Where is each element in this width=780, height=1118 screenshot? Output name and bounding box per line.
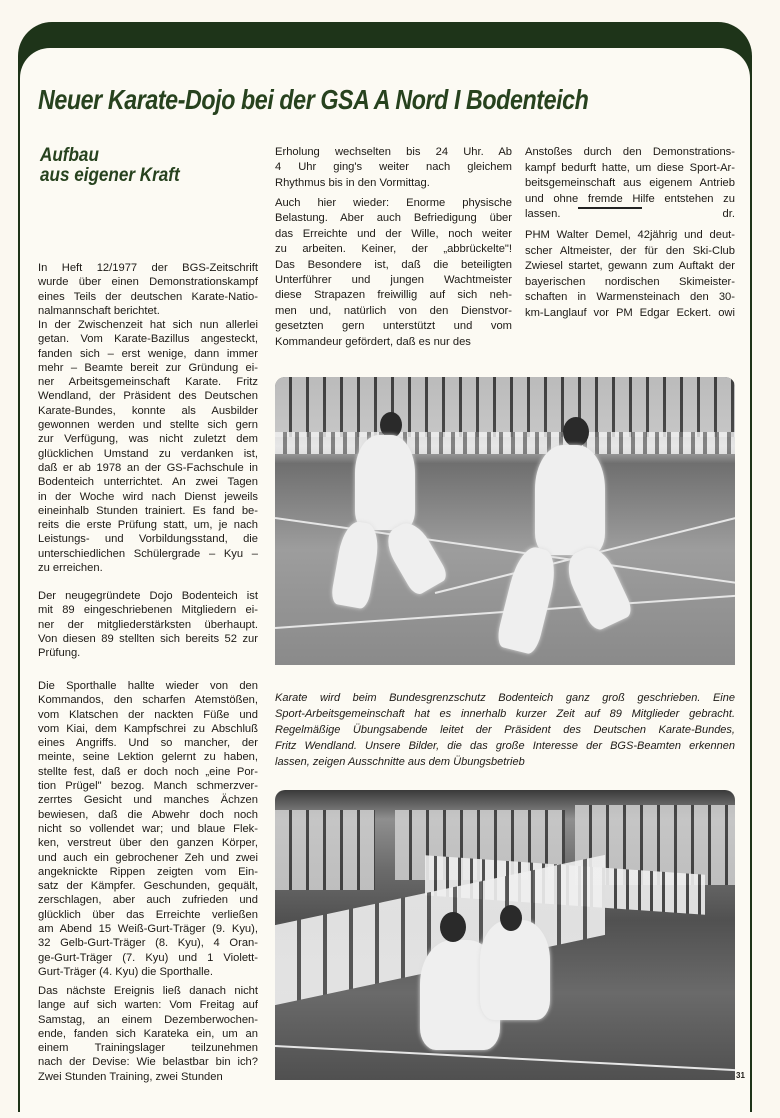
text-line: wurde über einen Demonstrationskampf bbox=[38, 276, 258, 289]
text-line: vom Klatschen der nackten Füße und bbox=[38, 708, 258, 721]
text-line: Zwiesel startet, gewann zum Auftakt der bbox=[525, 260, 735, 273]
text-line: bewiesen, daß die Abwehr doch noch bbox=[38, 808, 258, 821]
text-line: ken, verstreut über den ganzen Körper, bbox=[38, 837, 258, 850]
text-line: zu erreichen. bbox=[38, 562, 103, 575]
text-line: am Abend 15 Weiß-Gurt-Träger (9. Kyu), bbox=[38, 923, 258, 936]
text-line: nalmannschaft berichtet. bbox=[38, 304, 160, 317]
text-line: Leistungs- und Vorbildungsstand, die bbox=[38, 533, 258, 546]
text-line: Auch hier wieder: Enorme physische bbox=[275, 197, 512, 209]
text-line: Bodenteich unterrichtet. An zwei Tagen bbox=[38, 476, 258, 489]
text-line: glücklichen Umstand zu verdanken ist, bbox=[38, 447, 258, 460]
paragraph bbox=[525, 228, 735, 322]
paragraph bbox=[38, 261, 258, 318]
caption-line: Sport-Arbeitsgemeinschaft hat es innerhalb kurzer Zeit auf 89 Mitglieder gebracht. bbox=[275, 708, 735, 720]
caption-line: Regelmäßige Übungsabende leitet der Präsident des Deutschen Karate-Bundes, bbox=[275, 724, 735, 736]
caption-line: Karate wird beim Bundesgrenzschutz Bodenteich ganz groß geschrieben. Eine bbox=[275, 692, 735, 704]
text-line: Rhythmus bis in den Vormittag. bbox=[275, 176, 430, 189]
subtitle-line: aus eigener Kraft bbox=[40, 165, 180, 186]
text-line: stellte fest, daß er doch noch „eine Por- bbox=[38, 765, 258, 778]
text-line: PHM Walter Demel, 42jährig und deut- bbox=[525, 229, 735, 241]
text-line: kampf bedurft hatte, um diese Sport-Ar- bbox=[525, 161, 735, 174]
text-line: Kommandos, den scharfen Atemstößen, bbox=[38, 694, 258, 707]
page-number: 31 bbox=[736, 1071, 745, 1080]
text-line: nach der Devise: Wie belastbar bin ich? bbox=[38, 1056, 258, 1069]
text-line: Kommandeur gefördert, daß es nur des bbox=[275, 335, 471, 348]
paragraph bbox=[525, 145, 735, 223]
paragraph bbox=[275, 196, 512, 350]
text-line: nicht so vollendet war; und blaue Flek- bbox=[38, 822, 258, 835]
text-line: in der Woche wird nach Dienst jeweils bbox=[38, 490, 258, 503]
text-line: Anstoßes durch den Demonstrations- bbox=[525, 146, 735, 158]
caption-line: Fritz Wendland. Unsere Bilder, die das große Interesse der BGS-Beamten erkennen bbox=[275, 740, 735, 752]
text-line: meinte, seine Lektion gelernt zu haben, bbox=[38, 751, 258, 764]
text-fragment: lassen. bbox=[525, 208, 561, 221]
text-line: daß er ab 1978 an der GS-Fachschule in bbox=[38, 461, 258, 474]
text-line: 32 Gelb-Gurt-Träger (8. Kyu), 4 Oran- bbox=[38, 937, 258, 950]
text-line: unterschiedlichen Schülergrade – Kyu – bbox=[38, 547, 258, 560]
subtitle-line: Aufbau bbox=[40, 145, 99, 166]
text-line: Samstag, an einem Dezemberwochen- bbox=[38, 1013, 258, 1026]
text-line: schaften in Warmensteinach den 30- bbox=[525, 291, 735, 304]
text-line: tion Prügel" bezog. Manch schmerzver- bbox=[38, 780, 258, 793]
text-line: reits die erste Prüfung statt, um, je nach bbox=[38, 519, 258, 532]
text-line: bayerischen nordischen Skimeister- bbox=[525, 275, 735, 288]
text-line: eines Teils der deutschen Karate-Natio- bbox=[38, 290, 258, 303]
text-line: fanden sich – erst wenige, dann immer bbox=[38, 347, 258, 360]
text-line: ner der mitgliederstärksten überhaupt. bbox=[38, 618, 258, 631]
text-line: ende, fanden sich Karateka ein, um an bbox=[38, 1027, 258, 1040]
text-line: und ohne fremde Hilfe entstehen zu bbox=[525, 192, 735, 205]
text-line: mit 89 eingeschriebenen Mitgliedern ei- bbox=[38, 604, 258, 617]
paragraph bbox=[38, 679, 258, 979]
text-line: gewonnen werden und stellte sich gern bbox=[38, 419, 258, 432]
text-line: Von diesen 89 stellten sich bereits 52 zur bbox=[38, 632, 258, 645]
text-line: Der neugegründete Dojo Bodenteich ist bbox=[38, 590, 258, 602]
text-line: ner Arbeitsgemeinschaft Karate. Fritz bbox=[38, 376, 258, 389]
paragraph bbox=[38, 984, 258, 1084]
text-line: satz der Kämpfer. Geschunden, gequält, bbox=[38, 880, 258, 893]
paragraph bbox=[38, 589, 258, 660]
text-line: mehr – Beamte bereit zur Gründung ei- bbox=[38, 361, 258, 374]
text-line: und auch ein gebrochener Zeh und zwei bbox=[38, 851, 258, 864]
article-title: Neuer Karate-Dojo bei der GSA A Nord I Bodenteich bbox=[38, 84, 589, 115]
text-line: das Erreichte und der Wille, noch weiter bbox=[275, 227, 512, 240]
text-line: einem Trainingslager teilzunehmen bbox=[38, 1042, 258, 1055]
text-line: gesetzten gern unterstützt und vom bbox=[275, 320, 512, 333]
text-line: eineinhalb Stunden trainiert. Es fand be- bbox=[38, 504, 258, 517]
paragraph bbox=[38, 318, 258, 575]
text-line: Belastung. Aber auch Befriedigung über bbox=[275, 212, 512, 225]
text-line: Gurt-Träger (4. Kyu) die Sporthalle. bbox=[38, 965, 213, 978]
text-line: Das nächste Ereignis ließ danach nicht bbox=[38, 985, 258, 997]
text-line: Die Sporthalle hallte wieder von den bbox=[38, 680, 258, 692]
photo-karate-group-kneeling bbox=[275, 790, 735, 1080]
text-line: zu arbeiten. Keiner, der „abbrückelte"! bbox=[275, 243, 512, 256]
text-line: In der Zwischenzeit hat sich nun allerlei bbox=[38, 319, 258, 331]
text-line: getan. Vom Karate-Bazillus angesteckt, bbox=[38, 333, 258, 346]
paragraph bbox=[275, 145, 512, 191]
text-line: diese Strapazen freiwillig auf sich neh- bbox=[275, 289, 512, 302]
text-line: Zwei Stunden Training, zwei Stunden bbox=[38, 1070, 223, 1083]
text-line: Unterführer und jungen Wachtmeister bbox=[275, 274, 512, 287]
text-line: Erholung wechselten bis 24 Uhr. Ab bbox=[275, 146, 512, 158]
text-line: zerschlagen, aber auch zufrieden und bbox=[38, 894, 258, 907]
text-line: Prüfung. bbox=[38, 647, 81, 660]
text-line: angeknickte Rippen zeigten vom Ein- bbox=[38, 865, 258, 878]
text-line: glücklich über das Erreichte verließen bbox=[38, 908, 258, 921]
text-line: beitsgemeinschaft aus eigenem Antrieb bbox=[525, 177, 735, 190]
text-line: In Heft 12/1977 der BGS-Zeitschrift bbox=[38, 262, 258, 274]
text-fragment: dr. bbox=[722, 208, 735, 221]
photo-karate-sparring bbox=[275, 377, 735, 665]
article-subtitle bbox=[40, 146, 180, 186]
text-line: 4 Uhr ging's weiter nach gleichem bbox=[275, 161, 512, 174]
section-divider bbox=[578, 207, 642, 209]
text-line: km-Langlauf vor PM Edgar Eckert. owi bbox=[525, 306, 735, 319]
text-line bbox=[525, 207, 735, 223]
photo-caption bbox=[275, 690, 735, 770]
text-line: men und, natürlich von den Dienstvor- bbox=[275, 304, 512, 317]
text-line: scher Altmeister, der für den Ski-Club bbox=[525, 244, 735, 257]
text-line: lange auf sich warten: Vom Freitag auf bbox=[38, 999, 258, 1012]
text-line: eines Angriffs. Und so mancher, der bbox=[38, 737, 258, 750]
text-line: vom Kiai, dem Kampfschrei zu Abschluß bbox=[38, 722, 258, 735]
text-line: zur Verfügung, was nicht zuletzt dem bbox=[38, 433, 258, 446]
text-line: ge-Gurt-Träger (7. Kyu) und 1 Violett- bbox=[38, 951, 258, 964]
text-line: Karate-Bundes, konnte als Ausbilder bbox=[38, 404, 258, 417]
text-line: Das Besondere ist, daß die beteiligten bbox=[275, 258, 512, 271]
text-line: zerrtes Gesicht und manches Ächzen bbox=[38, 794, 258, 807]
caption-line: lassen, zeigen Ausschnitte aus dem Übungsbetrieb bbox=[275, 756, 525, 768]
text-line: Wendland, der Präsident des Deutschen bbox=[38, 390, 258, 403]
